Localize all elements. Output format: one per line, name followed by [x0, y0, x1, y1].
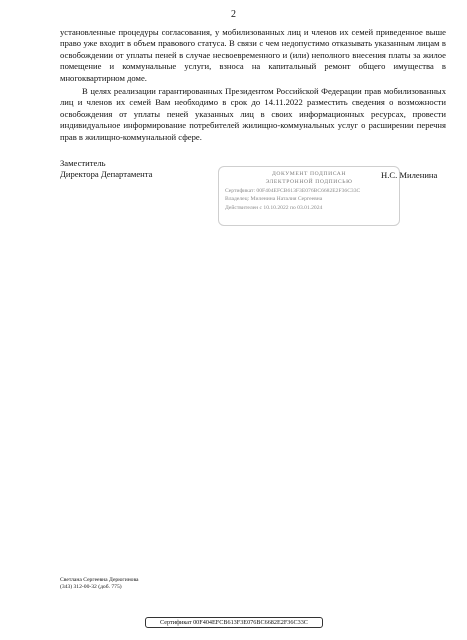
signer-title-line-1: Заместитель [60, 158, 106, 168]
paragraph-1: установленные процедуры согласования, у мобилизованных лиц и членов их семей приведенное выше право уже входит в объем правового статуса. В связи с чем недопустимо отказывать указанным лицам в освобождении от уплаты пеней в случае несвоевременного и (или) неполного внесения платы за жилое помещение и коммунальные услуги, взноса на капитальный ремонт общего имущества в многоквартирном доме. [60, 27, 446, 83]
signer-name: Н.С. Миленина [381, 170, 438, 180]
signer-title-line-2: Директора Департамента [60, 169, 153, 180]
executor-info [60, 577, 139, 592]
letter-body [60, 27, 446, 143]
signer-title [60, 158, 152, 181]
executor-name: Светлана Сергеевна Дерюгинова [60, 577, 139, 583]
executor-phone: (343) 312-00-32 (доб. 775) [60, 584, 122, 591]
page-number: 2 [231, 9, 236, 20]
stamp-title-line-2: ЭЛЕКТРОННОЙ ПОДПИСЬЮ [265, 179, 353, 186]
stamp-validity: Действителен с 10.10.2022 по 03.01.2024 [225, 204, 323, 211]
stamp-owner: Владелец: Миленина Наталия Сергеевна [225, 196, 323, 203]
electronic-signature-stamp [218, 166, 400, 226]
stamp-certificate: Сертификат: 00F404EFCB613F3E076BC6682E2F36C33C [225, 187, 361, 194]
paragraph-2: В целях реализации гарантированных Президентом Российской Федерации прав мобилизованных лиц и членов их семей Вам необходимо в срок до 14.11.2022 разместить сведения о возможности освобождения от уплаты пеней указанных лиц в своих информационных ресурсах, провести индивидуальное информирование потребителей жилищно-коммунальных услуг о расширении перечня прав в жилищно-коммунальной сфере. [60, 86, 446, 142]
certificate-footer: Сертификат 00F404EFCB613F3E076BC6682E2F36C33C [145, 617, 323, 628]
stamp-title-line-1: ДОКУМЕНТ ПОДПИСАН [271, 171, 347, 177]
